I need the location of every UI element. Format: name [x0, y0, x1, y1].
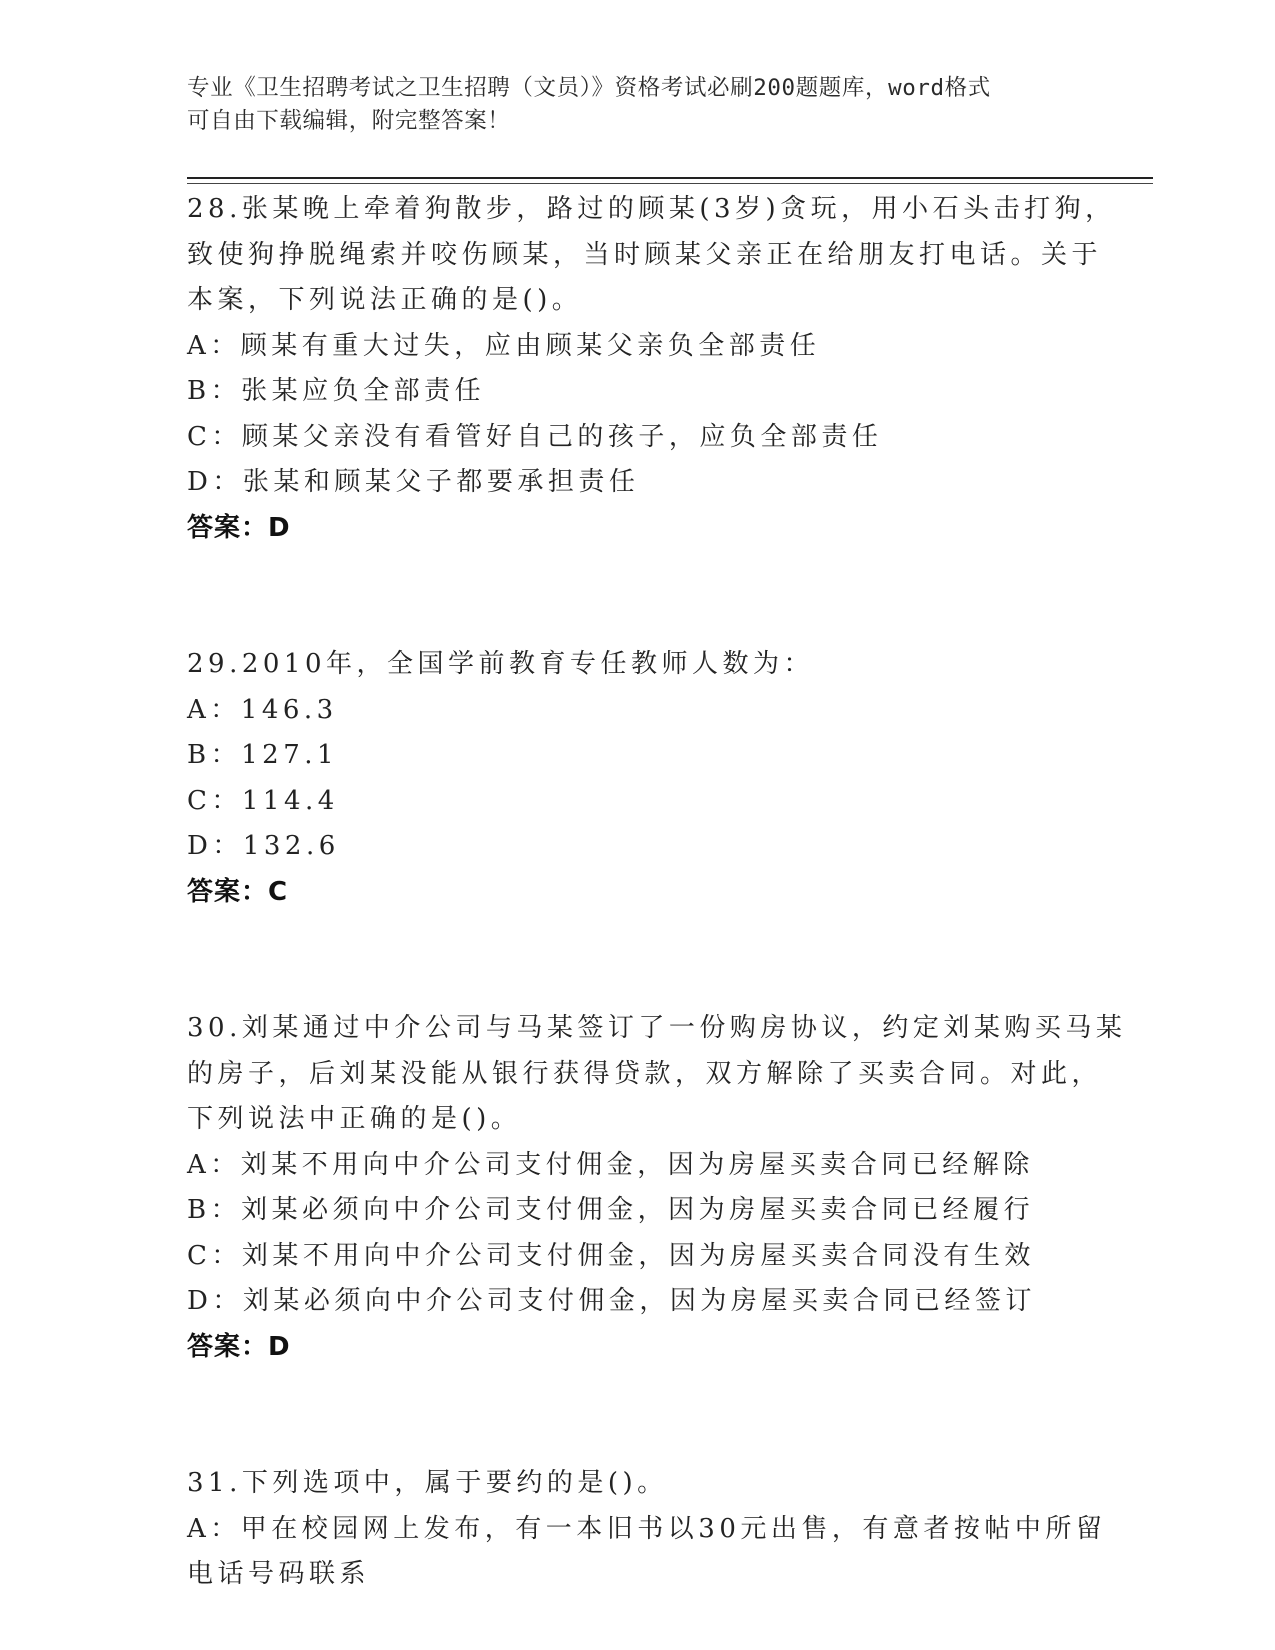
- option-a: A：甲在校园网上发布，有一本旧书以30元出售，有意者按帖中所留: [187, 1513, 1107, 1544]
- option-b: B：张某应负全部责任: [187, 376, 486, 406]
- question-stem-line: 下列说法中正确的是()。: [187, 1104, 522, 1134]
- question-list: [187, 187, 1127, 1598]
- option-d: D：132.6: [187, 831, 340, 861]
- question-stem-line: 30.刘某通过中介公司与马某签订了一份购房协议，约定刘某购买马某: [187, 1013, 1127, 1043]
- option-c: C：顾某父亲没有看管好自己的孩子，应负全部责任: [187, 421, 883, 452]
- option-c: C：刘某不用向中介公司支付佣金，因为房屋买卖合同没有生效: [187, 1240, 1035, 1271]
- header-title-line-2: 可自由下载编辑，附完整答案！: [187, 108, 511, 134]
- question-stem-line: 本案，下列说法正确的是()。: [187, 285, 583, 315]
- question-31: [187, 1461, 1107, 1598]
- option-a: A：146.3: [187, 694, 338, 725]
- question-stem-line: 致使狗挣脱绳索并咬伤顾某，当时顾某父亲正在给朋友打电话。关于: [187, 239, 1103, 270]
- option-a-continued: 电话号码联系: [187, 1559, 371, 1589]
- option-d: D：张某和顾某父子都要承担责任: [187, 467, 640, 497]
- option-d: D：刘某必须向中介公司支付佣金，因为房屋买卖合同已经签订: [187, 1286, 1036, 1316]
- option-a: A：刘某不用向中介公司支付佣金，因为房屋买卖合同已经解除: [187, 1149, 1034, 1180]
- answer-label: 答案：C: [187, 876, 289, 907]
- question-spacer: [187, 1370, 1107, 1461]
- question-stem-line: 28.张某晚上牵着狗散步，路过的顾某(3岁)贪玩，用小石头击打狗，: [187, 194, 1116, 224]
- header-divider-thin: [187, 183, 1153, 184]
- question-spacer: [187, 551, 1107, 642]
- answer-label: 答案：D: [187, 512, 291, 543]
- question-28: [187, 187, 1116, 551]
- question-spacer: [187, 915, 1107, 1006]
- option-b: B：刘某必须向中介公司支付佣金，因为房屋买卖合同已经履行: [187, 1195, 1035, 1225]
- option-b: B：127.1: [187, 740, 339, 770]
- question-29: [187, 642, 1107, 915]
- question-stem-line: 31.下列选项中，属于要约的是()。: [187, 1468, 668, 1498]
- header-title-line-1: 专业《卫生招聘考试之卫生招聘（文员）》资格考试必刷200题题库，word格式: [187, 75, 991, 101]
- header-divider-thick: [187, 177, 1153, 179]
- option-c: C：114.4: [187, 785, 339, 816]
- document-header: [187, 72, 1087, 138]
- option-a: A：顾某有重大过失，应由顾某父亲负全部责任: [187, 330, 821, 361]
- question-stem-line: 29.2010年，全国学前教育专任教师人数为：: [187, 649, 815, 679]
- answer-label: 答案：D: [187, 1331, 291, 1362]
- question-30: [187, 1006, 1127, 1370]
- question-stem-line: 的房子，后刘某没能从银行获得贷款，双方解除了买卖合同。对此，: [187, 1058, 1103, 1089]
